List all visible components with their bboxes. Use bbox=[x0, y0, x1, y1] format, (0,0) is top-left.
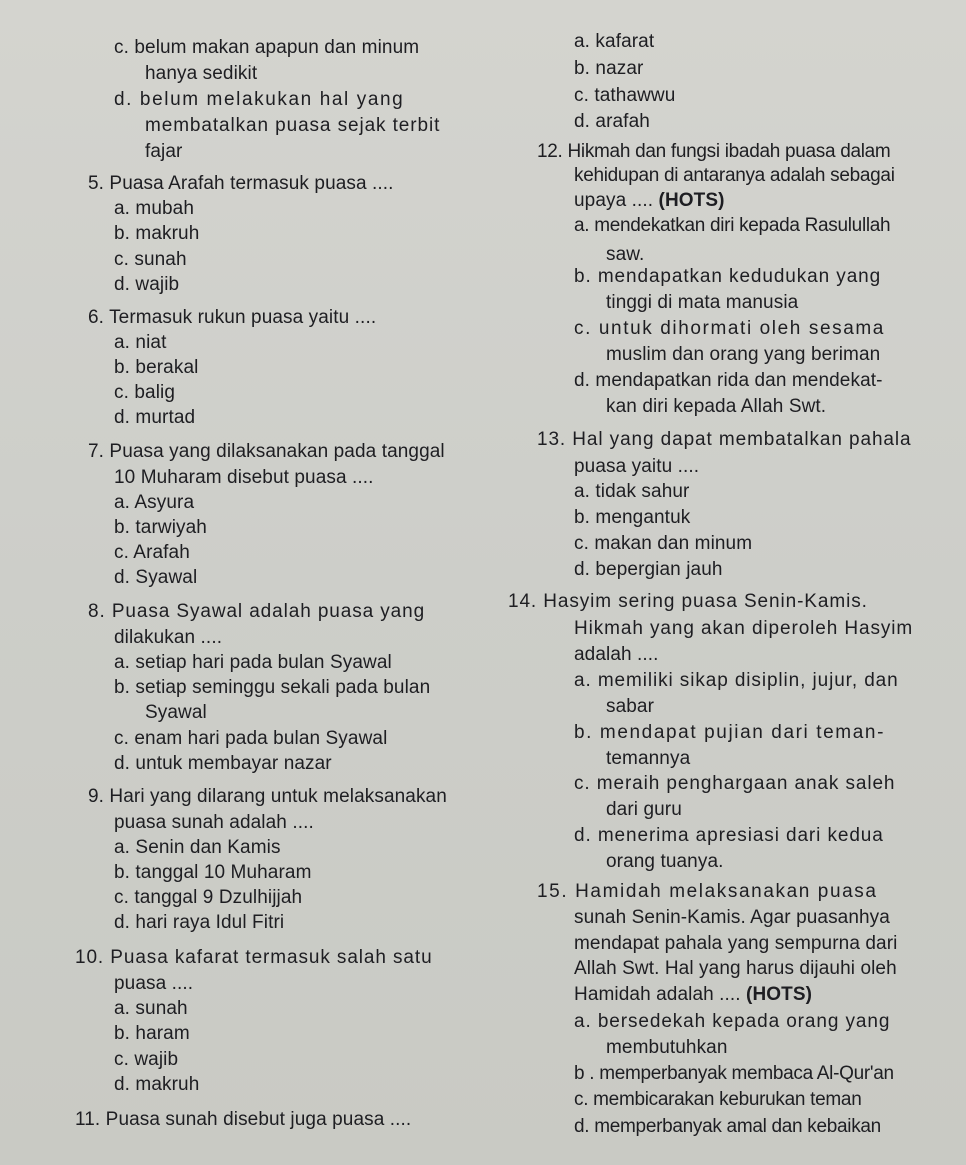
q4-option-d-line3: fajar bbox=[145, 141, 183, 162]
q4-option-d-line1: d. belum melakukan hal yang bbox=[114, 89, 405, 110]
q14-question-line2: Hikmah yang akan diperoleh Hasyim bbox=[574, 618, 914, 639]
q15-question-line2: sunah Senin-Kamis. Agar puasanhya bbox=[574, 907, 890, 928]
q10-question-line2: puasa .... bbox=[114, 973, 194, 994]
q6-option-b: b. berakal bbox=[114, 357, 199, 378]
hots-marker: (HOTS) bbox=[658, 190, 725, 211]
q7-option-c: c. Arafah bbox=[114, 542, 190, 563]
q7-question-line2: 10 Muharam disebut puasa .... bbox=[114, 467, 374, 488]
q10-option-d: d. makruh bbox=[114, 1074, 200, 1095]
q15-question-line5: Hamidah adalah .... (HOTS) bbox=[574, 984, 813, 1005]
q11-option-c: c. tathawwu bbox=[574, 85, 676, 106]
q10-option-c: c. wajib bbox=[114, 1049, 179, 1070]
q11-option-b: b. nazar bbox=[574, 58, 644, 79]
q8-option-b-line1: b. setiap seminggu sekali pada bulan bbox=[114, 677, 431, 698]
q13-option-d: d. bepergian jauh bbox=[574, 559, 723, 580]
q8-option-b-line2: Syawal bbox=[145, 702, 207, 723]
q12-option-c-line2: muslim dan orang yang beriman bbox=[606, 344, 881, 365]
q12-question-line3-text: upaya .... (HOTS) bbox=[574, 190, 725, 211]
q5-option-b: b. makruh bbox=[114, 223, 200, 244]
q9-option-c: c. tanggal 9 Dzulhijjah bbox=[114, 887, 303, 908]
q5-option-c: c. sunah bbox=[114, 249, 187, 270]
q10-question-line1: 10. Puasa kafarat termasuk salah satu bbox=[75, 947, 433, 968]
q10-option-b: b. haram bbox=[114, 1023, 190, 1044]
q12-option-c-line1: c. untuk dihormati oleh sesama bbox=[574, 318, 885, 339]
q5-question: 5. Puasa Arafah termasuk puasa .... bbox=[88, 173, 394, 194]
q12-option-b-line2: tinggi di mata manusia bbox=[606, 292, 799, 313]
q8-option-c: c. enam hari pada bulan Syawal bbox=[114, 728, 388, 749]
q7-option-d: d. Syawal bbox=[114, 567, 198, 588]
q15-option-b: b . memperbanyak membaca Al-Qur'an bbox=[574, 1063, 894, 1084]
q9-question-line1: 9. Hari yang dilarang untuk melaksanakan bbox=[88, 786, 447, 807]
q6-option-a: a. niat bbox=[114, 332, 167, 353]
q6-option-c: c. balig bbox=[114, 382, 176, 403]
q12-option-d-line2: kan diri kepada Allah Swt. bbox=[606, 396, 827, 417]
q13-question-line1: 13. Hal yang dapat membatalkan pahala bbox=[537, 429, 912, 450]
q13-option-c: c. makan dan minum bbox=[574, 533, 753, 554]
q8-option-d: d. untuk membayar nazar bbox=[114, 753, 332, 774]
q8-option-a: a. setiap hari pada bulan Syawal bbox=[114, 652, 392, 673]
q14-option-b-line1: b. mendapat pujian dari teman- bbox=[574, 722, 885, 743]
q15-option-d: d. memperbanyak amal dan kebaikan bbox=[574, 1116, 881, 1137]
q11-option-d: d. arafah bbox=[574, 111, 650, 132]
q13-question-line2: puasa yaitu .... bbox=[574, 456, 700, 477]
q15-question-line3: mendapat pahala yang sempurna dari bbox=[574, 933, 898, 954]
q7-question-line1: 7. Puasa yang dilaksanakan pada tanggal bbox=[88, 441, 445, 462]
q12-option-d-line1: d. mendapatkan rida dan mendekat- bbox=[574, 370, 883, 391]
q14-option-d-line2: orang tuanya. bbox=[606, 851, 724, 872]
q14-option-c-line1: c. meraih penghargaan anak saleh bbox=[574, 773, 896, 794]
q6-question: 6. Termasuk rukun puasa yaitu .... bbox=[88, 307, 377, 328]
q7-option-b: b. tarwiyah bbox=[114, 517, 207, 538]
q15-option-a-line2: membutuhkan bbox=[606, 1037, 728, 1058]
q12-question-line2: kehidupan di antaranya adalah sebagai bbox=[574, 165, 895, 186]
q14-option-a-line1: a. memiliki sikap disiplin, jujur, dan bbox=[574, 670, 899, 691]
q4-option-d-line2: membatalkan puasa sejak terbit bbox=[145, 115, 441, 136]
q4-option-c-line2: hanya sedikit bbox=[145, 63, 258, 84]
q13-option-a: a. tidak sahur bbox=[574, 481, 690, 502]
q12-question-line3 bbox=[574, 189, 725, 213]
q9-option-a: a. Senin dan Kamis bbox=[114, 837, 281, 858]
q11-question: 11. Puasa sunah disebut juga puasa .... bbox=[75, 1109, 412, 1130]
q12-option-a-line2: saw. bbox=[606, 244, 645, 265]
q4-option-c-line1: c. belum makan apapun dan minum bbox=[114, 37, 420, 58]
q14-option-a-line2: sabar bbox=[606, 696, 655, 717]
q12-question-line1: 12. Hikmah dan fungsi ibadah puasa dalam bbox=[537, 141, 891, 162]
q15-option-c: c. membicarakan keburukan teman bbox=[574, 1089, 862, 1110]
q12-option-a-line1: a. mendekatkan diri kepada Rasulullah bbox=[574, 215, 891, 236]
hots-marker: (HOTS) bbox=[746, 984, 813, 1005]
q15-question-line1: 15. Hamidah melaksanakan puasa bbox=[537, 881, 878, 902]
q14-question-line3: adalah .... bbox=[574, 644, 659, 665]
q5-option-d: d. wajib bbox=[114, 274, 180, 295]
q14-option-d-line1: d. menerima apresiasi dari kedua bbox=[574, 825, 884, 846]
q14-option-b-line2: temannya bbox=[606, 748, 691, 769]
q14-question-line1: 14. Hasyim sering puasa Senin-Kamis. bbox=[508, 591, 868, 612]
q9-option-b: b. tanggal 10 Muharam bbox=[114, 862, 312, 883]
q12-option-b-line1: b. mendapatkan kedudukan yang bbox=[574, 266, 882, 287]
q11-option-a: a. kafarat bbox=[574, 31, 655, 52]
q8-question-line1: 8. Puasa Syawal adalah puasa yang bbox=[88, 601, 426, 622]
q6-option-d: d. murtad bbox=[114, 407, 196, 428]
q5-option-a: a. mubah bbox=[114, 198, 195, 219]
q8-question-line2: dilakukan .... bbox=[114, 627, 223, 648]
q10-option-a: a. sunah bbox=[114, 998, 188, 1019]
q9-question-line2: puasa sunah adalah .... bbox=[114, 812, 314, 833]
q7-option-a: a. Asyura bbox=[114, 492, 195, 513]
q15-option-a-line1: a. bersedekah kepada orang yang bbox=[574, 1011, 891, 1032]
q13-option-b: b. mengantuk bbox=[574, 507, 691, 528]
q14-option-c-line2: dari guru bbox=[606, 799, 682, 820]
q9-option-d: d. hari raya Idul Fitri bbox=[114, 912, 285, 933]
q15-question-line4: Allah Swt. Hal yang harus dijauhi oleh bbox=[574, 958, 897, 979]
